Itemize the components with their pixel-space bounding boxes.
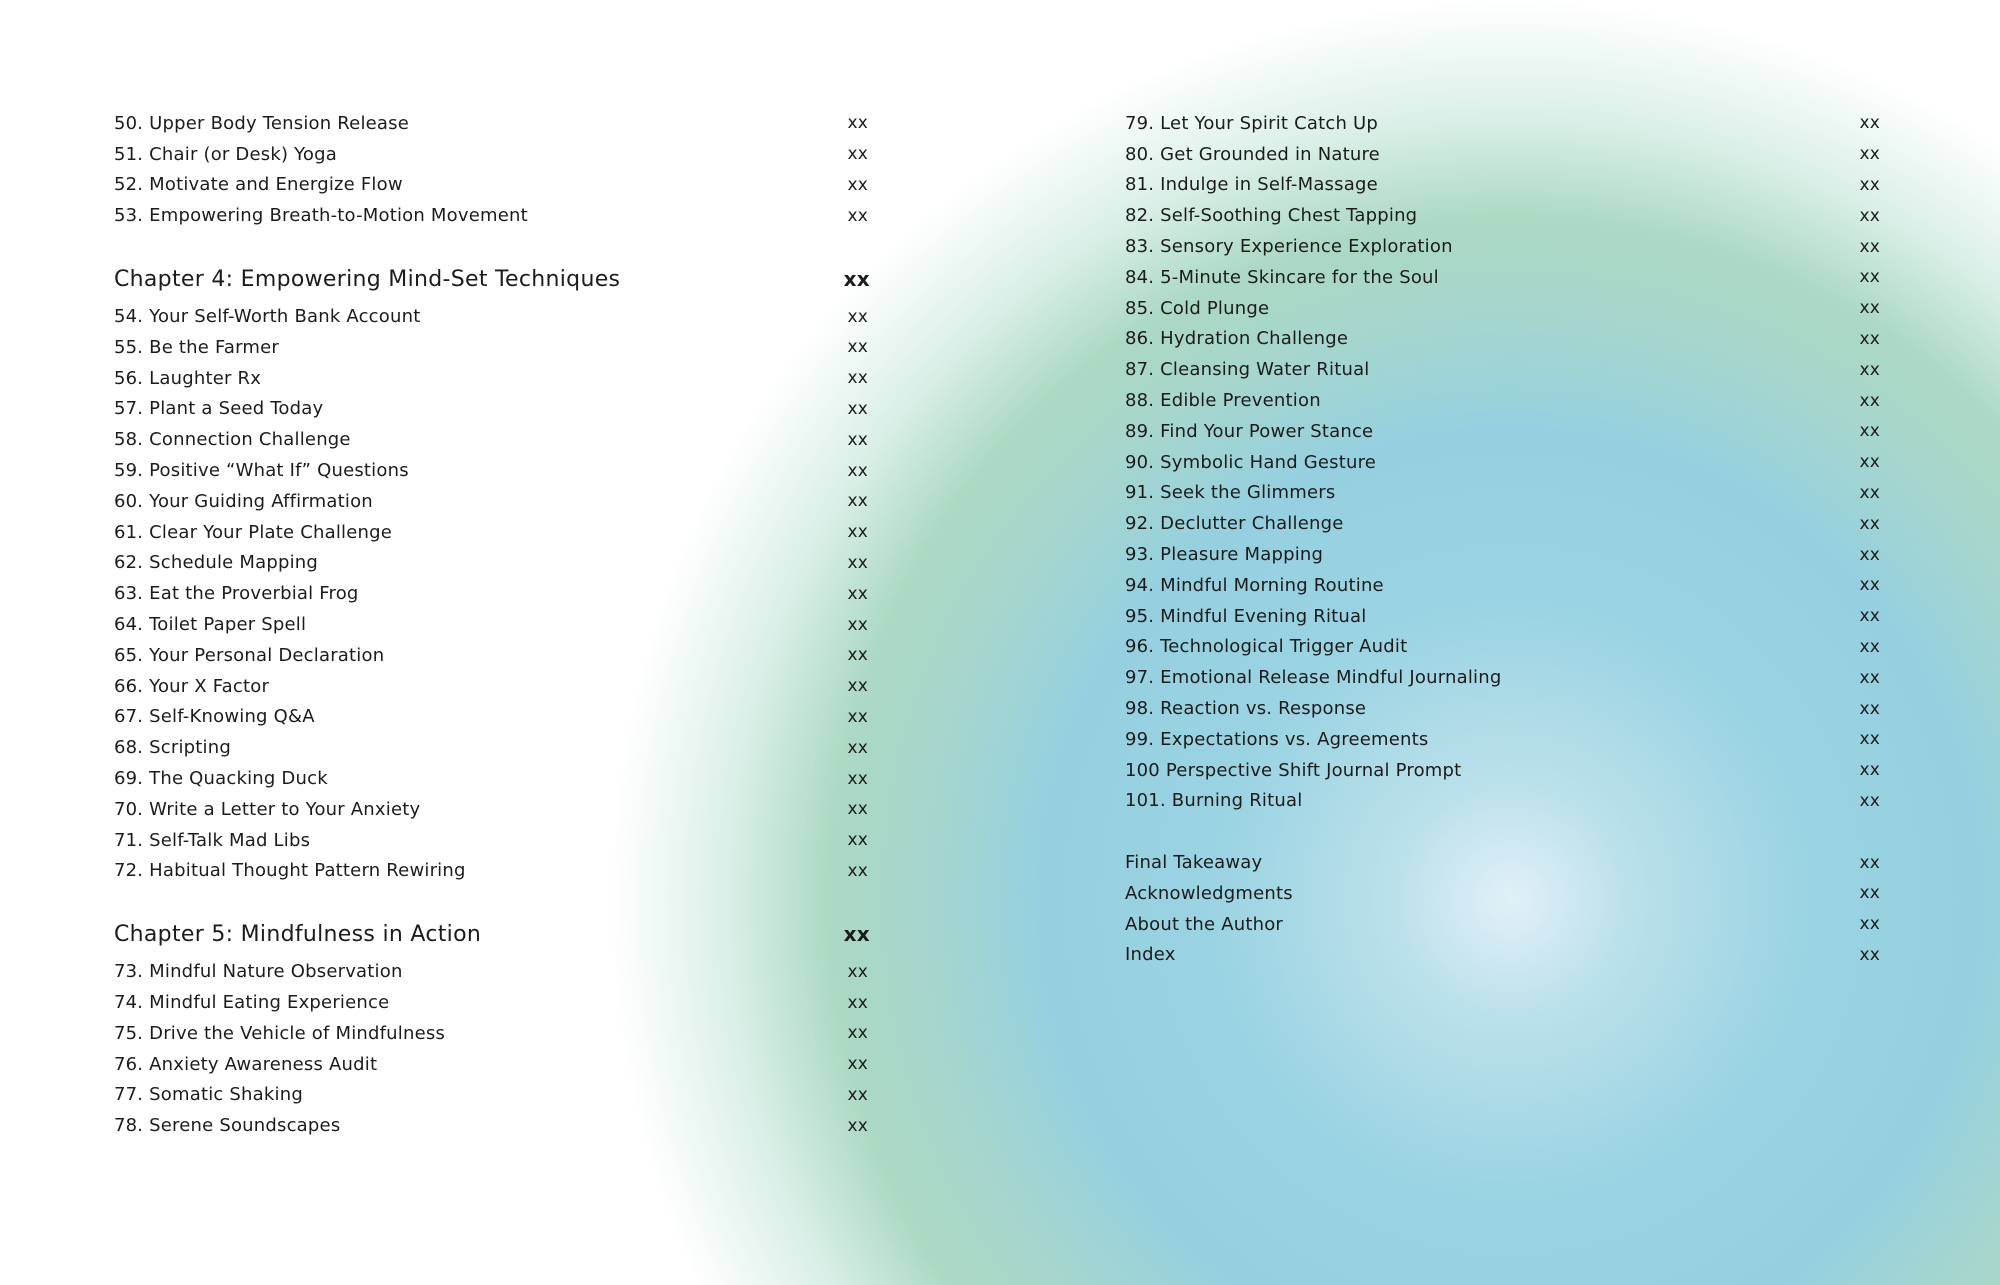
toc-entry-title: 62. Schedule Mapping	[114, 552, 319, 574]
toc-entry-title: 60. Your Guiding Affirmation	[114, 490, 373, 512]
back-matter-entry[interactable]	[1125, 878, 1882, 909]
toc-entry-page: xx	[847, 614, 868, 635]
toc-entry-title: 86. Hydration Challenge	[1125, 328, 1349, 350]
toc-entry[interactable]	[1125, 693, 1882, 724]
toc-entry-page: xx	[847, 368, 868, 389]
back-matter-entry[interactable]	[1125, 909, 1882, 940]
toc-entry[interactable]	[114, 794, 870, 825]
toc-entry-page: xx	[1859, 636, 1880, 657]
toc-entry[interactable]	[114, 609, 870, 640]
toc-entry-title: 58. Connection Challenge	[114, 429, 351, 451]
toc-entry-title: 96. Technological Trigger Audit	[1125, 636, 1408, 658]
toc-entry-title: 72. Habitual Thought Pattern Rewiring	[114, 860, 466, 882]
toc-entry-page: xx	[847, 706, 868, 727]
toc-entry-title: 74. Mindful Eating Experience	[114, 992, 390, 1014]
toc-entry[interactable]	[1125, 200, 1882, 231]
toc-entry[interactable]	[114, 170, 870, 201]
toc-entry-page: xx	[1859, 852, 1880, 873]
toc-entry-list	[114, 956, 870, 1141]
toc-entry[interactable]	[1125, 755, 1882, 786]
toc-entry-title: 63. Eat the Proverbial Frog	[114, 583, 359, 605]
toc-entry-title: 80. Get Grounded in Nature	[1125, 143, 1380, 165]
toc-entry-page: xx	[1859, 236, 1880, 257]
toc-entry[interactable]	[114, 301, 870, 332]
toc-entry-page: xx	[847, 113, 868, 134]
toc-entry-page: xx	[847, 174, 868, 195]
toc-entry[interactable]	[1125, 416, 1882, 447]
toc-entry[interactable]	[114, 486, 870, 517]
toc-entry-page: xx	[847, 830, 868, 851]
toc-left-column	[114, 108, 870, 1141]
toc-entry[interactable]	[1125, 170, 1882, 201]
toc-entry[interactable]	[114, 1110, 870, 1141]
toc-entry[interactable]	[114, 763, 870, 794]
toc-entry-page: xx	[847, 1023, 868, 1044]
toc-entry-title: 78. Serene Soundscapes	[114, 1115, 341, 1137]
chapter-page: xx	[843, 267, 870, 292]
toc-entry-page: xx	[1859, 606, 1880, 627]
toc-entry-page: xx	[1859, 113, 1880, 134]
toc-entry-page: xx	[847, 676, 868, 697]
toc-entry[interactable]	[114, 1018, 870, 1049]
toc-entry-page: xx	[847, 398, 868, 419]
toc-entry[interactable]	[1125, 447, 1882, 478]
toc-entry[interactable]	[114, 856, 870, 887]
toc-entry[interactable]	[114, 139, 870, 170]
toc-entry-page: xx	[847, 522, 868, 543]
chapter-title: Chapter 4: Empowering Mind-Set Techniques	[114, 266, 621, 292]
toc-entry[interactable]	[114, 517, 870, 548]
toc-entry-title: 85. Cold Plunge	[1125, 297, 1270, 319]
toc-entry-page: xx	[847, 799, 868, 820]
toc-entry-page: xx	[1859, 298, 1880, 319]
toc-entry[interactable]	[114, 671, 870, 702]
toc-entry[interactable]	[114, 108, 870, 139]
toc-entry-page: xx	[1859, 544, 1880, 565]
toc-entry-title: 69. The Quacking Duck	[114, 768, 328, 790]
back-matter-list	[1125, 847, 1882, 970]
toc-entry[interactable]	[114, 640, 870, 671]
toc-entry-page: xx	[1859, 790, 1880, 811]
toc-entry[interactable]	[1125, 324, 1882, 355]
toc-entry[interactable]	[114, 987, 870, 1018]
back-matter-entry[interactable]	[1125, 940, 1882, 971]
toc-entry[interactable]	[1125, 570, 1882, 601]
toc-entry-page: xx	[847, 992, 868, 1013]
toc-entry-page: xx	[1859, 914, 1880, 935]
toc-entry-title: 87. Cleansing Water Ritual	[1125, 359, 1370, 381]
toc-entry-title: 95. Mindful Evening Ritual	[1125, 605, 1367, 627]
toc-entry-title: 75. Drive the Vehicle of Mindfulness	[114, 1022, 446, 1044]
toc-entry[interactable]	[1125, 601, 1882, 632]
toc-entry-page: xx	[1859, 452, 1880, 473]
toc-entry-title: 50. Upper Body Tension Release	[114, 112, 410, 134]
toc-entry[interactable]	[1125, 724, 1882, 755]
toc-entry-title: 99. Expectations vs. Agreements	[1125, 728, 1429, 750]
toc-entry[interactable]	[1125, 508, 1882, 539]
toc-entry-title: 53. Empowering Breath-to-Motion Movement	[114, 205, 528, 227]
toc-entry-page: xx	[1859, 883, 1880, 904]
toc-entry-title: 55. Be the Farmer	[114, 336, 279, 358]
toc-entry-page: xx	[847, 306, 868, 327]
toc-entry-page: xx	[1859, 575, 1880, 596]
toc-entry-title: 98. Reaction vs. Response	[1125, 698, 1367, 720]
chapter-heading[interactable]	[114, 259, 870, 299]
toc-entry-page: xx	[847, 144, 868, 165]
toc-entry-title: 76. Anxiety Awareness Audit	[114, 1053, 378, 1075]
toc-entry-title: 68. Scripting	[114, 737, 231, 759]
toc-entry[interactable]	[114, 363, 870, 394]
toc-entry-page: xx	[847, 552, 868, 573]
toc-entry-title: 64. Toilet Paper Spell	[114, 614, 307, 636]
toc-entry-title: 101. Burning Ritual	[1125, 790, 1303, 812]
toc-entry[interactable]	[1125, 139, 1882, 170]
toc-entry-page: xx	[1859, 482, 1880, 503]
toc-entry[interactable]	[1125, 662, 1882, 693]
toc-entry-page: xx	[847, 429, 868, 450]
toc-entry-title: 100 Perspective Shift Journal Prompt	[1125, 759, 1462, 781]
toc-entry-page: xx	[847, 337, 868, 358]
toc-entry-page: xx	[847, 1084, 868, 1105]
toc-entry-page: xx	[1859, 944, 1880, 965]
chapter-page: xx	[843, 922, 870, 947]
toc-entry-title: 93. Pleasure Mapping	[1125, 544, 1324, 566]
toc-entry-page: xx	[1859, 390, 1880, 411]
toc-entry-page: xx	[847, 768, 868, 789]
toc-entry[interactable]	[114, 1049, 870, 1080]
toc-entry-page: xx	[847, 737, 868, 758]
toc-entry-title: 51. Chair (or Desk) Yoga	[114, 143, 337, 165]
toc-entry[interactable]	[114, 200, 870, 231]
toc-entry[interactable]	[114, 1080, 870, 1111]
toc-entry[interactable]	[1125, 354, 1882, 385]
toc-entry-page: xx	[1859, 205, 1880, 226]
toc-entry-title: 57. Plant a Seed Today	[114, 398, 324, 420]
toc-entry[interactable]	[114, 702, 870, 733]
toc-entry-page: xx	[1859, 174, 1880, 195]
toc-entry-page: xx	[847, 645, 868, 666]
toc-entry-title: 70. Write a Letter to Your Anxiety	[114, 798, 421, 820]
toc-entry[interactable]	[1125, 478, 1882, 509]
toc-entry-page: xx	[1859, 513, 1880, 534]
toc-entry-title: Acknowledgments	[1125, 882, 1293, 904]
toc-entry-title: 61. Clear Your Plate Challenge	[114, 521, 393, 543]
toc-entry-title: 71. Self-Talk Mad Libs	[114, 829, 311, 851]
chapter-heading[interactable]	[114, 914, 870, 954]
chapter-title: Chapter 5: Mindfulness in Action	[114, 921, 482, 947]
toc-entry[interactable]	[114, 548, 870, 579]
toc-entry-title: 92. Declutter Challenge	[1125, 513, 1344, 535]
toc-entry[interactable]	[1125, 632, 1882, 663]
toc-entry-title: 88. Edible Prevention	[1125, 390, 1321, 412]
toc-entry[interactable]	[1125, 385, 1882, 416]
toc-entry-title: 94. Mindful Morning Routine	[1125, 574, 1384, 596]
toc-entry-title: 89. Find Your Power Stance	[1125, 420, 1374, 442]
toc-entry[interactable]	[114, 732, 870, 763]
toc-entry[interactable]	[1125, 539, 1882, 570]
toc-entry-page: xx	[1859, 698, 1880, 719]
toc-entry-title: 67. Self-Knowing Q&A	[114, 706, 315, 728]
toc-entry-title: 52. Motivate and Energize Flow	[114, 174, 403, 196]
toc-entry-page: xx	[847, 961, 868, 982]
toc-entry-title: 54. Your Self-Worth Bank Account	[114, 306, 421, 328]
toc-entry[interactable]	[1125, 231, 1882, 262]
toc-entry-title: 84. 5-Minute Skincare for the Soul	[1125, 266, 1439, 288]
toc-entry-page: xx	[847, 583, 868, 604]
toc-entry-list	[1125, 108, 1882, 816]
toc-entry-title: Index	[1125, 944, 1176, 966]
toc-entry[interactable]	[114, 455, 870, 486]
toc-entry-page: xx	[1859, 729, 1880, 750]
toc-entry-title: 77. Somatic Shaking	[114, 1084, 303, 1106]
toc-entry-page: xx	[847, 460, 868, 481]
toc-entry[interactable]	[1125, 786, 1882, 817]
section-spacer	[1125, 816, 1882, 847]
toc-entry-page: xx	[1859, 328, 1880, 349]
toc-entry-list	[114, 301, 870, 886]
toc-entry-page: xx	[1859, 760, 1880, 781]
toc-entry[interactable]	[114, 424, 870, 455]
toc-entry-title: 73. Mindful Nature Observation	[114, 961, 403, 983]
toc-entry-title: 83. Sensory Experience Exploration	[1125, 236, 1453, 258]
toc-entry[interactable]	[1125, 293, 1882, 324]
toc-entry-page: xx	[1859, 144, 1880, 165]
toc-entry-title: 90. Symbolic Hand Gesture	[1125, 451, 1377, 473]
toc-entry-title: 65. Your Personal Declaration	[114, 644, 385, 666]
toc-entry-page: xx	[847, 1115, 868, 1136]
toc-entry-title: 81. Indulge in Self-Massage	[1125, 174, 1378, 196]
toc-entry-title: Final Takeaway	[1125, 852, 1263, 874]
toc-entry[interactable]	[1125, 262, 1882, 293]
toc-entry-page: xx	[847, 1054, 868, 1075]
toc-entry-list	[114, 108, 870, 231]
toc-entry[interactable]	[114, 956, 870, 987]
toc-right-column	[1125, 108, 1882, 970]
toc-entry-page: xx	[1859, 421, 1880, 442]
toc-entry-page: xx	[1859, 359, 1880, 380]
toc-entry[interactable]	[114, 825, 870, 856]
toc-entry-title: 66. Your X Factor	[114, 675, 270, 697]
toc-entry[interactable]	[114, 332, 870, 363]
toc-entry[interactable]	[114, 578, 870, 609]
toc-entry-title: 79. Let Your Spirit Catch Up	[1125, 112, 1378, 134]
toc-entry-page: xx	[1859, 267, 1880, 288]
toc-entry-page: xx	[1859, 667, 1880, 688]
toc-entry-page: xx	[847, 205, 868, 226]
toc-entry-page: xx	[847, 491, 868, 512]
back-matter-entry[interactable]	[1125, 847, 1882, 878]
toc-entry[interactable]	[1125, 108, 1882, 139]
toc-entry-title: 91. Seek the Glimmers	[1125, 482, 1336, 504]
toc-entry-title: 97. Emotional Release Mindful Journaling	[1125, 667, 1502, 689]
toc-entry-title: 82. Self-Soothing Chest Tapping	[1125, 205, 1418, 227]
toc-entry[interactable]	[114, 394, 870, 425]
toc-entry-title: About the Author	[1125, 913, 1284, 935]
toc-entry-page: xx	[847, 860, 868, 881]
toc-entry-title: 59. Positive “What If” Questions	[114, 460, 409, 482]
toc-entry-title: 56. Laughter Rx	[114, 367, 262, 389]
